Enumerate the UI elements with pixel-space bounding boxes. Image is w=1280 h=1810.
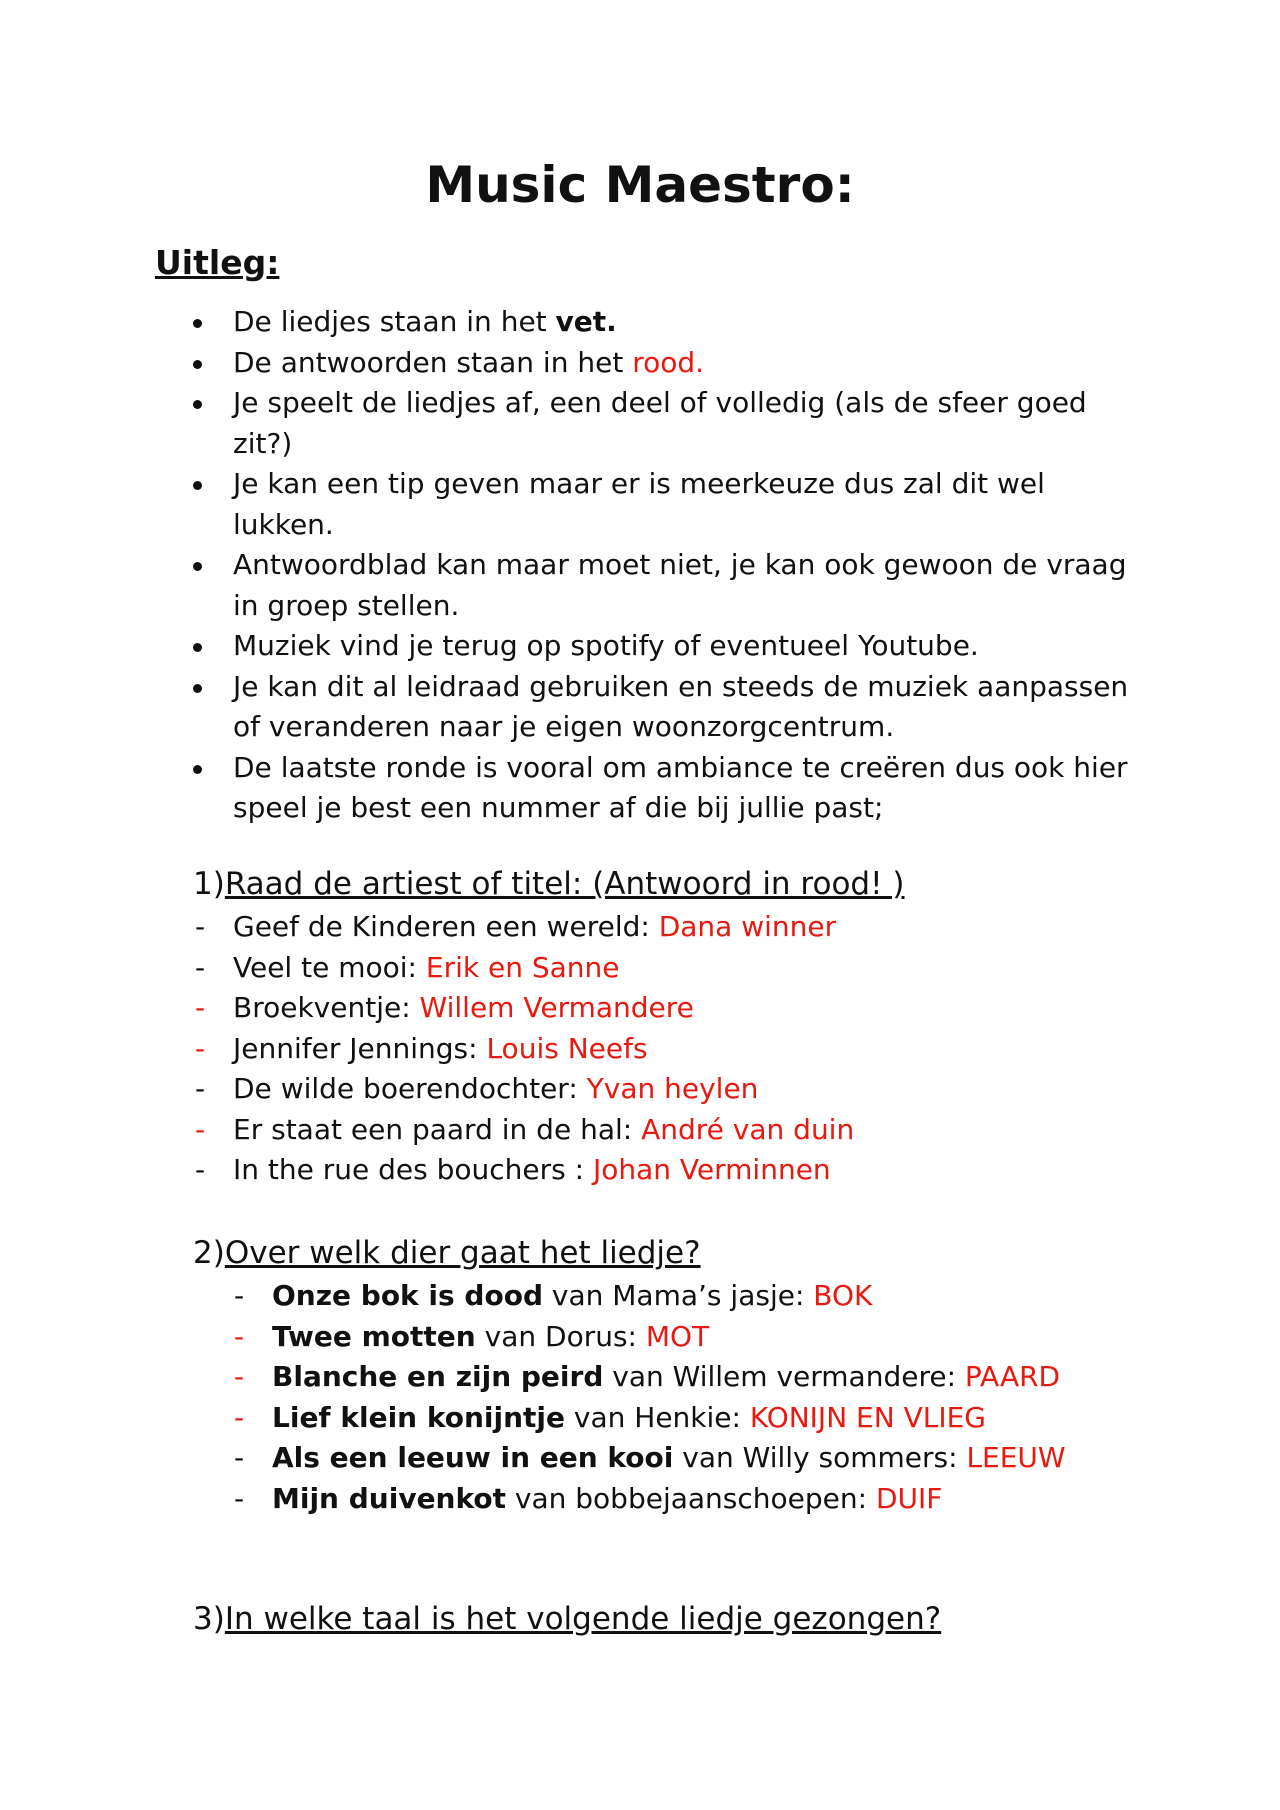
dash-marker: - xyxy=(234,1319,245,1353)
list-item: - Lief klein konijntje van Henkie: KONIJN EN VLIEG xyxy=(272,1398,1066,1439)
uitleg-item: Je kan een tip geven maar er is meerkeuze dus zal dit wel lukken. xyxy=(233,464,1133,545)
dash-marker: - xyxy=(195,1031,206,1065)
uitleg-item: De liedjes staan in het vet. xyxy=(233,302,1133,343)
question-3-heading xyxy=(193,1597,941,1641)
answer: Louis Neefs xyxy=(486,1031,648,1065)
page-title: Music Maestro: xyxy=(425,156,855,214)
uitleg-heading: Uitleg: xyxy=(155,243,280,282)
answer: MOT xyxy=(645,1319,710,1353)
list-item: - Broekventje: Willem Vermandere xyxy=(233,988,854,1029)
question-1-list xyxy=(195,907,855,1191)
dash-marker: - xyxy=(195,1112,206,1146)
song-title: Twee motten xyxy=(272,1319,476,1353)
list-item: - Twee motten van Dorus: MOT xyxy=(272,1317,1066,1358)
uitleg-item: Antwoordblad kan maar moet niet, je kan ook gewoon de vraag in groep stellen. xyxy=(233,545,1133,626)
song-title: Lief klein konijntje xyxy=(272,1400,565,1434)
uitleg-list xyxy=(0,302,1280,829)
question-number: 1) xyxy=(193,866,225,902)
song-title: Mijn duivenkot xyxy=(272,1481,506,1515)
dash-marker: - xyxy=(195,1153,206,1186)
dash-marker: - xyxy=(234,1481,245,1515)
dash-marker: - xyxy=(195,991,206,1024)
dash-marker: - xyxy=(195,910,206,943)
song-title: Onze bok is dood xyxy=(272,1279,543,1312)
list-item: - Blanche en zijn peird van Willem vermandere: PAARD xyxy=(272,1357,1066,1398)
bullet-icon xyxy=(193,481,202,490)
question-text: In welke taal is het volgende liedje gezongen? xyxy=(224,1601,942,1637)
dash-marker: - xyxy=(195,950,206,984)
list-item: - Mijn duivenkot van bobbejaanschoepen: DUIF xyxy=(272,1479,1066,1520)
list-item: - Onze bok is dood van Mama’s jasje: BOK xyxy=(272,1276,1066,1317)
answer: André van duin xyxy=(641,1112,855,1146)
question-1-heading xyxy=(193,862,904,906)
answer: DUIF xyxy=(875,1481,943,1515)
answer: Willem Vermandere xyxy=(419,991,694,1024)
question-number: 3) xyxy=(193,1601,225,1637)
uitleg-item: De laatste ronde is vooral om ambiance te creëren dus ook hier speel je best een nummer af die bij jullie past; xyxy=(233,748,1133,829)
list-item: - Jennifer Jennings: Louis Neefs xyxy=(233,1029,854,1070)
question-number: 2) xyxy=(193,1235,225,1271)
bullet-icon xyxy=(193,643,202,652)
bullet-icon xyxy=(193,765,202,774)
uitleg-item: Je kan dit al leidraad gebruiken en steeds de muziek aanpassen of veranderen naar je eigen woonzorgcentrum. xyxy=(233,667,1133,748)
answer: KONIJN EN VLIEG xyxy=(749,1400,986,1434)
answer: LEEUW xyxy=(966,1441,1066,1474)
dash-marker: - xyxy=(195,1072,206,1105)
bullet-icon xyxy=(193,319,202,328)
question-2-list xyxy=(234,1276,1066,1519)
list-item: - Als een leeuw in een kooi van Willy sommers: LEEUW xyxy=(272,1438,1066,1479)
uitleg-item: Muziek vind je terug op spotify of eventueel Youtube. xyxy=(233,626,1133,667)
list-item: - De wilde boerendochter: Yvan heylen xyxy=(233,1069,854,1110)
list-item: - Veel te mooi: Erik en Sanne xyxy=(233,948,854,989)
bullet-icon xyxy=(193,562,202,571)
answer: Johan Verminnen xyxy=(592,1153,831,1186)
question-2-heading xyxy=(193,1231,701,1275)
uitleg-item: De antwoorden staan in het rood. xyxy=(233,343,1133,384)
answer: Yvan heylen xyxy=(586,1072,759,1105)
answer: Dana winner xyxy=(658,910,837,943)
uitleg-item: Je speelt de liedjes af, een deel of volledig (als de sfeer goed zit?) xyxy=(233,383,1133,464)
question-text: Over welk dier gaat het liedje? xyxy=(224,1235,701,1271)
bullet-icon xyxy=(193,400,202,409)
answer: Erik en Sanne xyxy=(425,950,620,984)
answer: BOK xyxy=(813,1279,873,1312)
bullet-icon xyxy=(193,684,202,693)
dash-marker: - xyxy=(234,1279,245,1312)
question-text: Raad de artiest of titel: (Antwoord in rood! ) xyxy=(224,866,905,902)
list-item: - Geef de Kinderen een wereld: Dana winner xyxy=(233,907,854,948)
song-title: Blanche en zijn peird xyxy=(272,1360,604,1393)
song-title: Als een leeuw in een kooi xyxy=(272,1441,674,1474)
list-item: - In the rue des bouchers : Johan Verminnen xyxy=(233,1150,854,1191)
answer: PAARD xyxy=(964,1360,1061,1393)
bullet-icon xyxy=(193,360,202,369)
dash-marker: - xyxy=(234,1400,245,1434)
dash-marker: - xyxy=(234,1441,245,1474)
list-item: - Er staat een paard in de hal: André van duin xyxy=(233,1110,854,1151)
dash-marker: - xyxy=(234,1360,245,1393)
